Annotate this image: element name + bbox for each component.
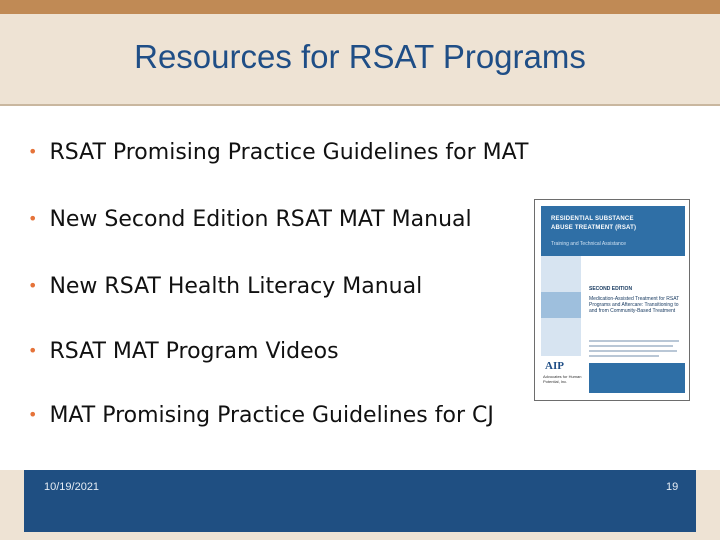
page-number: 19 <box>666 481 679 493</box>
bullet-item <box>28 140 528 165</box>
bullet-dot-icon: • <box>28 142 38 161</box>
bullet-dot-icon: • <box>28 341 38 360</box>
cover-text-line <box>589 350 677 352</box>
cover-text-line <box>589 340 679 342</box>
bullet-item <box>28 403 494 428</box>
cover-text-line <box>589 355 659 357</box>
cover-side-accent <box>541 292 581 318</box>
bullet-text: New RSAT Health Literacy Manual <box>49 274 423 299</box>
bullet-item <box>28 274 422 299</box>
bullet-text: RSAT Promising Practice Guidelines for MAT <box>49 140 529 165</box>
cover-text-line <box>589 345 673 347</box>
bullet-dot-icon: • <box>28 405 38 424</box>
bullet-item <box>28 207 472 232</box>
footer-date: 10/19/2021 <box>44 481 100 493</box>
bullet-dot-icon: • <box>28 276 38 295</box>
cover-header <box>541 206 685 256</box>
cover-heading: Medication-Assisted Treatment for RSAT Programs and Aftercare: Transitioning to and from Community-Based Treatment <box>589 296 680 314</box>
cover-subtitle: Training and Technical Assistance <box>551 241 627 247</box>
cover-bottom-band <box>589 363 685 393</box>
bullet-item <box>28 339 339 364</box>
slide-title: Resources for RSAT Programs <box>134 38 586 75</box>
manual-cover-image <box>534 199 690 401</box>
bullet-text: RSAT MAT Program Videos <box>49 339 339 364</box>
bullet-text: New Second Edition RSAT MAT Manual <box>49 207 472 232</box>
bullet-dot-icon: • <box>28 209 38 228</box>
footer-bar <box>24 470 696 532</box>
cover-edition: SECOND EDITION <box>589 286 633 292</box>
cover-title-line2: ABUSE TREATMENT (RSAT) <box>551 225 637 231</box>
bullet-text: MAT Promising Practice Guidelines for CJ <box>49 403 494 428</box>
aip-logo: AIP <box>545 360 564 372</box>
aip-logo-caption: Advocates for Human Potential, Inc. <box>543 374 582 384</box>
top-accent-bar <box>0 0 720 14</box>
cover-title-line1: RESIDENTIAL SUBSTANCE <box>551 216 634 222</box>
title-divider <box>0 104 720 106</box>
